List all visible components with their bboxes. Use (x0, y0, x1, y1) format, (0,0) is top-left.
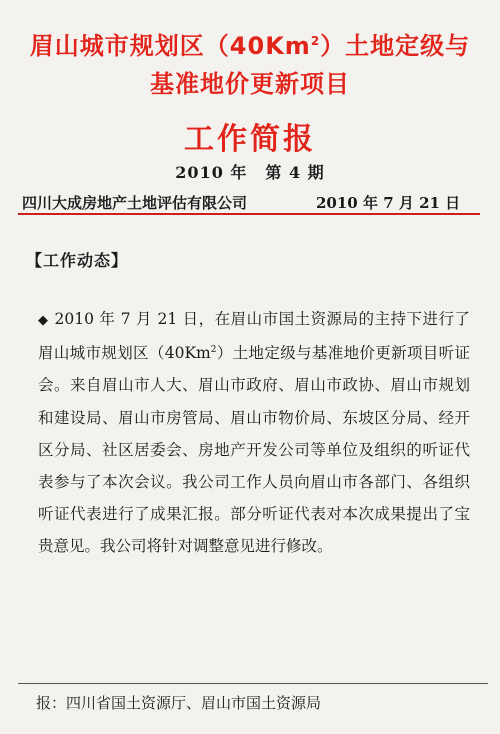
organization-name: 四川大成房地产土地评估有限公司 (22, 194, 248, 212)
footer-recipients: 报：四川省国土资源厅、眉山市国土资源局 (36, 694, 322, 712)
issue-number: 第 4 期 (265, 163, 325, 182)
issue-date: 2010 年 7 月 21 日 (316, 194, 461, 212)
title-line-2: 基准地价更新项目 (150, 70, 350, 98)
title-line-1-suffix: ）土地定级与 (320, 32, 471, 60)
issue-year: 2010 年 (175, 163, 248, 182)
body-superscript: 2 (210, 345, 217, 356)
issue-line (0, 160, 500, 183)
diamond-bullet-icon: ◆ (38, 313, 49, 328)
title-line-1 (0, 26, 500, 61)
title-line-1-prefix: 眉山城市规划区（40Km (29, 32, 311, 60)
footer-divider (18, 683, 488, 684)
body-text-part-2: ）土地定级与基准地价更新项目听证会。来自眉山市人大、眉山市政府、眉山市政协、眉山市规划和建设局、眉山市房管局、眉山市物价局、东坡区分局、经开区分局、社区居委会、房地产开发公司等单位及组织的听证代表参与了本次会议。我公司工作人员向眉山市各部门、各组织听证代表进行了成果汇报。部分听证代表对本次成果提出了宝贵意见。我公司将针对调整意见进行修改。 (38, 344, 470, 556)
section-heading: 【工作动态】 (26, 251, 129, 270)
title-superscript: 2 (310, 34, 321, 48)
body-text-part-1: 2010 年 7 月 21 日，在眉山市国土资源局的主持下进行了眉山城市规划区（40Km (38, 310, 471, 363)
header-divider (18, 213, 480, 215)
document-type: 工作简报 (184, 122, 316, 157)
body-paragraph (38, 303, 470, 563)
